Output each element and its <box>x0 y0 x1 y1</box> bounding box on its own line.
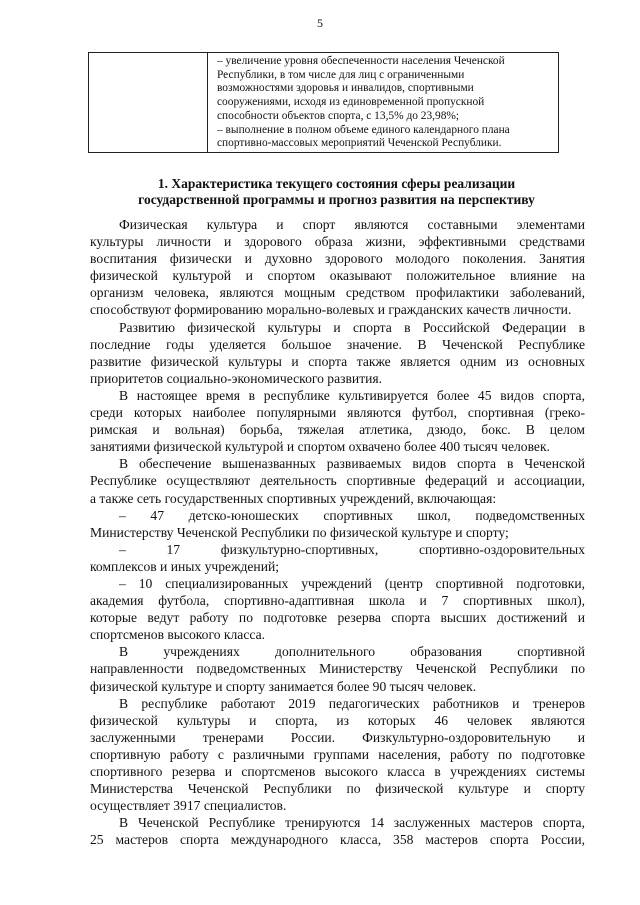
section-body <box>90 216 585 848</box>
table-row <box>89 53 559 153</box>
paragraph-line: развитие физической культуры и спорта также является одним из основных <box>90 353 585 369</box>
paragraph-line: В Чеченской Республике тренируются 14 заслуженных мастеров спорта, <box>119 815 585 831</box>
paragraph-line: организм человека, являются мощным средством профилактики заболеваний, <box>90 285 585 301</box>
paragraph-line: занятиями физической культурой и спортом охвачено более 400 тысяч человек. <box>90 439 550 455</box>
heading-line: 1. Характеристика текущего состояния сферы реализации <box>157 176 516 191</box>
paragraph-line: физической культурой и спортом оказывают положительное влияние на <box>90 268 585 284</box>
paragraph-line: спортивного резерва и спортсменов высокого класса в учреждениях системы <box>90 764 585 779</box>
paragraph-line: заслуженными тренерами России. Физкультурно-оздоровительную и <box>90 729 585 745</box>
paragraph-line: спортсменов высокого класса. <box>90 627 265 643</box>
paragraph-line: а также сеть государственных спортивных учреждений, включающая: <box>90 490 497 506</box>
paragraph-line: В учреждениях дополнительного образования спортивной <box>119 644 585 660</box>
paragraph-line: осуществляет 3917 специалистов. <box>90 798 287 814</box>
paragraph-line: среди которых наиболее популярными являются футбол, спортивная (греко- <box>90 405 585 421</box>
paragraph <box>90 507 585 541</box>
paragraph-line: направленности подведомственных Министерству Чеченской Республики по <box>90 661 585 677</box>
table-text-line: Республики, в том числе для лиц с ограниченными <box>217 68 465 81</box>
page-number: 5 <box>317 16 323 30</box>
paragraph-line: академия футбола, спортивно-адаптивная школа и 7 спортивных школ), <box>90 593 585 609</box>
paragraph-line: – 10 специализированных учреждений (центр спортивной подготовки, <box>119 575 585 591</box>
paragraph <box>90 575 585 643</box>
paragraph-line: римская и вольная) борьба, тяжелая атлетика, дзюдо, бокс. В целом <box>90 422 585 438</box>
paragraph <box>90 455 585 506</box>
table-cell-empty <box>89 53 208 153</box>
paragraph-line: физической культуры и спорта, из которых 46 человек являются <box>90 712 585 728</box>
paragraph-line: В республике работают 2019 педагогических работников и тренеров <box>119 695 585 711</box>
paragraph-line: Министерства Чеченской Республики по физической культуре и спорту <box>90 781 585 797</box>
paragraph-line: Развитию физической культуры и спорта в Российской Федерации в <box>119 319 585 335</box>
paragraph-line: – 47 детско-юношеских спортивных школ, подведомственных <box>119 507 585 523</box>
paragraph-line: культуры личности и здорового образа жизни, эффективными средствами <box>90 234 585 250</box>
table-text-line: сооружениями, исходя из единовременной пропускной <box>217 96 485 109</box>
table-text-line: – выполнение в полном объеме единого календарного плана <box>217 123 510 136</box>
paragraph <box>90 814 585 848</box>
table-cell-text <box>208 53 559 153</box>
paragraph-line: физической культуре и спорту занимается более 90 тысяч человек. <box>90 678 477 694</box>
paragraph-line: 25 мастеров спорта международного класса, 358 мастеров спорта России, <box>90 832 585 848</box>
paragraph-line: способствуют формированию морально-волевых и гражданских качеств личности. <box>90 302 572 318</box>
table-text-line: возможностями здоровья и инвалидов, спортивными <box>217 82 474 95</box>
continuation-table <box>88 52 559 153</box>
table-text-line: способности объектов спорта, с 13,5% до 23,98%; <box>217 109 460 122</box>
paragraph-line: комплексов и иных учреждений; <box>90 558 280 574</box>
paragraph-line: – 17 физкультурно-спортивных, спортивно-оздоровительных <box>119 541 585 557</box>
paragraph <box>90 319 585 387</box>
paragraph-line: которые ведут работу по подготовке резерва спорта высших достижений и <box>90 610 585 626</box>
paragraph-line: В настоящее время в республике культивируется более 45 видов спорта, <box>119 387 585 403</box>
paragraph-line: воспитания физически и духовно здорового молодого поколения. Занятия <box>90 251 585 267</box>
paragraph <box>90 387 585 455</box>
paragraph-line: В обеспечение вышеназванных развиваемых видов спорта в Чеченской <box>119 456 585 472</box>
paragraph <box>90 216 585 319</box>
paragraph-line: приоритетов социально-экономического развития. <box>90 370 383 386</box>
paragraph <box>90 643 585 694</box>
heading-line: государственной программы и прогноз развития на перспективу <box>138 191 535 207</box>
paragraph <box>90 695 585 815</box>
table-text-line: – увеличение уровня обеспеченности населения Чеченской <box>217 55 505 67</box>
paragraph-line: спортивную работу с различными группами населения, работу по подготовке <box>90 746 585 762</box>
paragraph <box>90 541 585 575</box>
paragraph-line: Министерству Чеченской Республики по физической культуре и спорту; <box>90 524 509 540</box>
paragraph-line: Республике осуществляют деятельность спортивные федераций и ассоциации, <box>90 473 585 489</box>
paragraph-line: последние годы уделяется большое значение. В Чеченской Республике <box>90 336 585 352</box>
paragraph-line: Физическая культура и спорт являются составными элементами <box>119 217 585 232</box>
table-text-line: спортивно-массовых мероприятий Чеченской Республики. <box>217 137 502 150</box>
section-heading <box>88 176 585 207</box>
